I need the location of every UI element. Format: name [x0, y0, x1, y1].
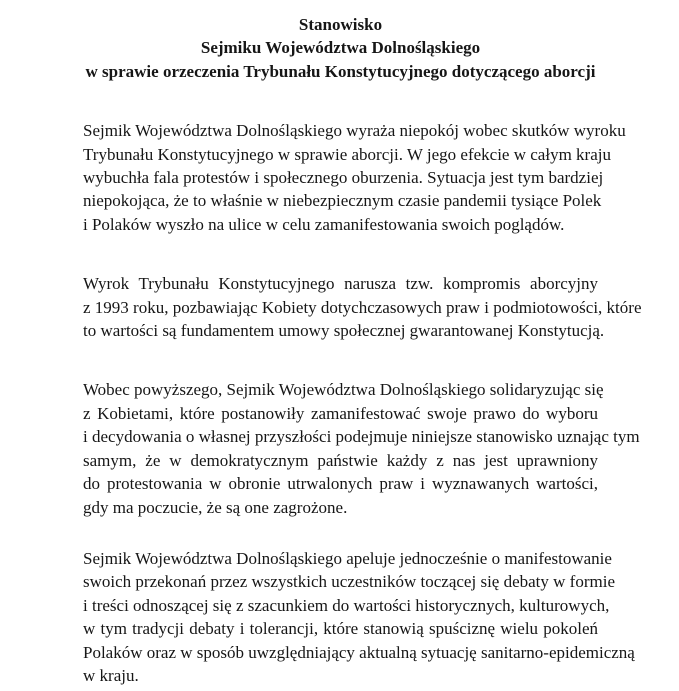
text-line: w sprawie orzeczenia Trybunału Konstytucyjnego dotyczącego aborcji: [85, 61, 596, 81]
text-line: w kraju.: [83, 665, 139, 685]
text-line: z 1993 roku, pozbawiając Kobiety dotychczasowych praw i podmiotowości, które: [83, 297, 642, 317]
paragraph: [83, 119, 626, 236]
text-line: do protestowania w obronie utrwalonych praw i wyznawanych wartości,: [83, 474, 598, 494]
text-line: wybuchła fala protestów i społecznego oburzenia. Sytuacja jest tym bardziej: [83, 168, 604, 188]
text-line: Sejmik Województwa Dolnośląskiego wyraża niepokój wobec skutków wyroku: [83, 121, 626, 141]
text-line: Wobec powyższego, Sejmik Województwa Dolnośląskiego solidaryzując się: [83, 380, 604, 400]
text-line: niepokojąca, że to właśnie w niebezpiecznym czasie pandemii tysiące Polek: [83, 191, 602, 211]
paragraph: [83, 272, 642, 342]
text-line: w tym tradycji debaty i tolerancji, które stanowią spuściznę wielu pokoleń: [83, 619, 598, 639]
text-line: Sejmiku Województwa Dolnośląskiego: [200, 38, 481, 58]
text-line: Polaków oraz w sposób uwzględniający aktualną sytuację sanitarno-epidemiczną: [83, 642, 635, 662]
text-line: gdy ma poczucie, że są one zagrożone.: [83, 497, 348, 517]
text-line: Wyrok Trybunału Konstytucyjnego narusza tzw. kompromis aborcyjny: [83, 274, 598, 294]
text-line: samym, że w demokratycznym państwie każdy z nas jest uprawniony: [83, 450, 598, 470]
paragraph: [83, 547, 635, 687]
text-line: z Kobietami, które postanowiły zamanifestować swoje prawo do wyboru: [83, 403, 598, 423]
document-title: [83, 13, 598, 83]
text-line: i decydowania o własnej przyszłości podejmuje niniejsze stanowisko uznając tym: [83, 427, 640, 447]
text-line: i Polaków wyszło na ulice w celu zamanifestowania swoich poglądów.: [83, 214, 565, 234]
text-line: Stanowisko: [298, 15, 383, 34]
text-line: swoich przekonań przez wszystkich uczestników toczącej się debaty w formie: [83, 572, 615, 592]
paragraph: [83, 378, 640, 518]
text-line: to wartości są fundamentem umowy społecznej gwarantowanej Konstytucją.: [83, 321, 605, 341]
text-line: Trybunału Konstytucyjnego w sprawie aborcji. W jego efekcie w całym kraju: [83, 144, 611, 164]
text-line: Sejmik Województwa Dolnośląskiego apeluje jednocześnie o manifestowanie: [83, 548, 612, 568]
text-line: i treści odnoszącej się z szacunkiem do wartości historycznych, kulturowych,: [83, 595, 610, 615]
